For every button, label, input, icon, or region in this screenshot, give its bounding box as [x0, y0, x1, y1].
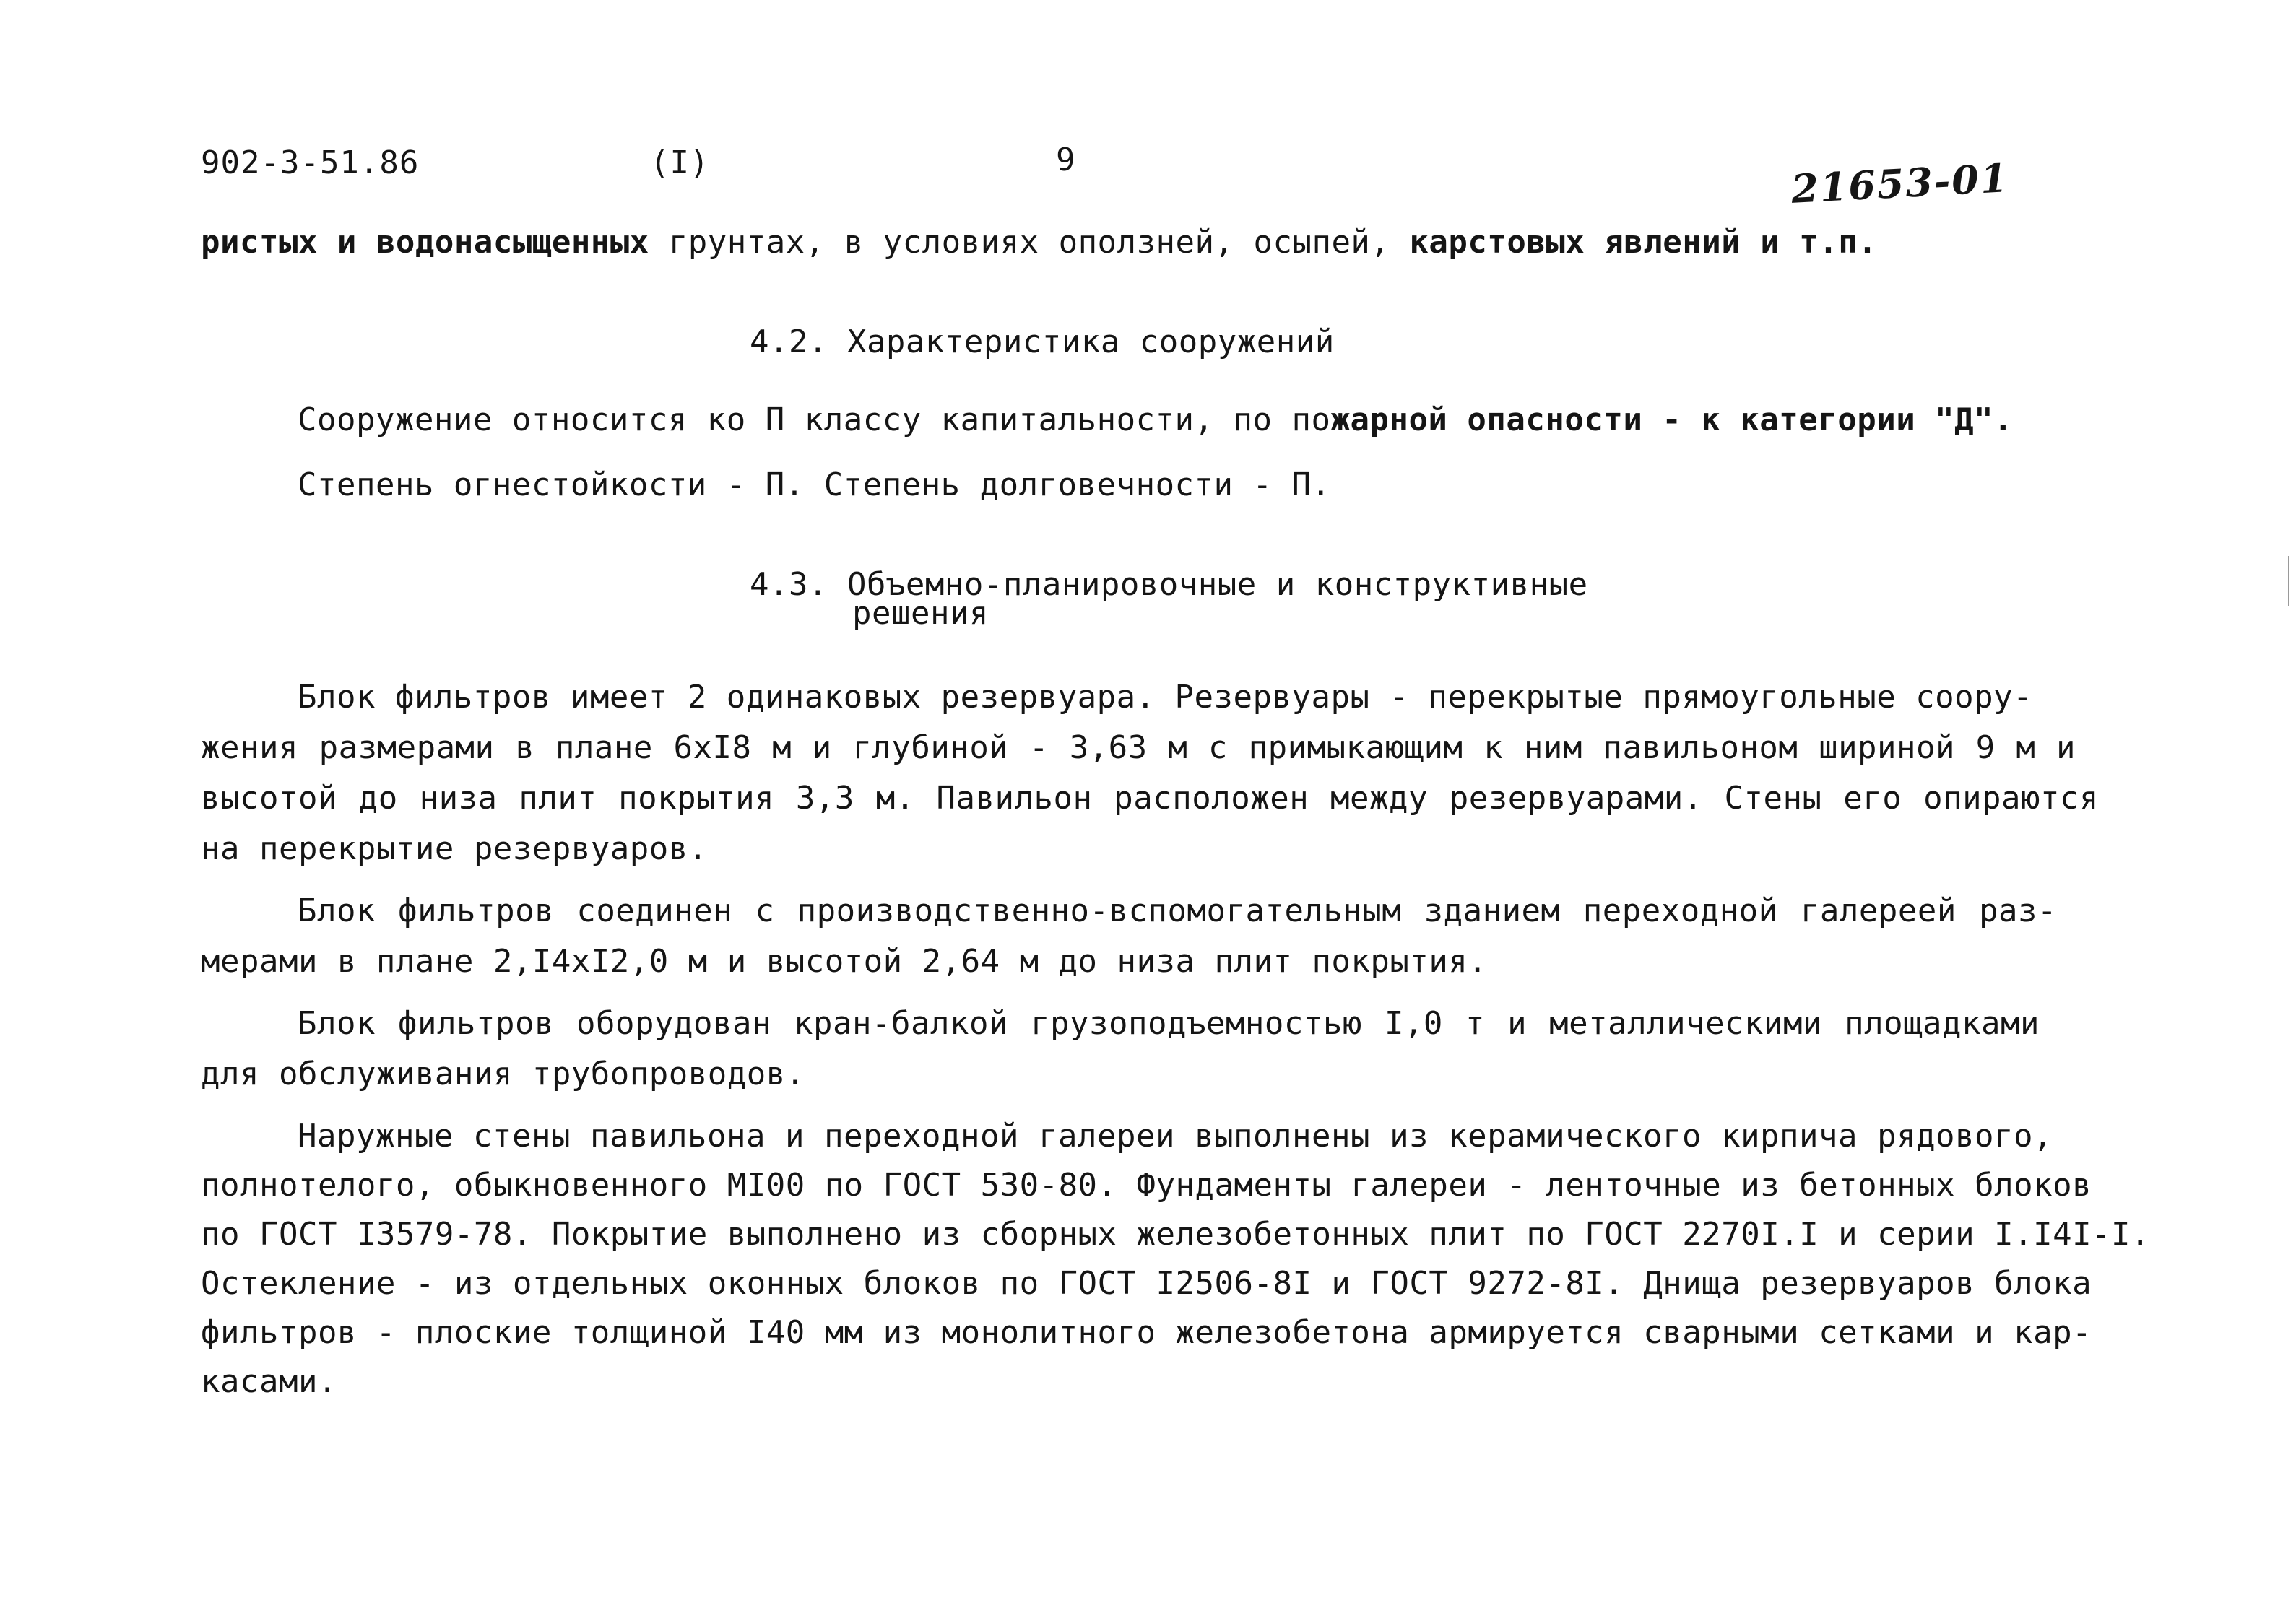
paragraph-4-line-2: полнотелого, обыкновенного МI00 по ГОСТ 530-80. Фундаменты галереи - ленточные из бетонных блоков	[201, 1167, 2092, 1204]
section-heading-4-3-line2: решения	[852, 595, 989, 632]
page-number: 9	[1056, 142, 1076, 178]
paragraph-4-line-4: Остекление - из отдельных оконных блоков по ГОСТ I2506-8I и ГОСТ 9272-8I. Днища резервуаров блока	[201, 1265, 2092, 1302]
paragraph-3-line-2: для обслуживания трубопроводов.	[201, 1056, 805, 1092]
paragraph-1-line-1: Блок фильтров имеет 2 одинаковых резервуара. Резервуары - перекрытые прямоугольные соору-	[298, 679, 2033, 716]
paragraph-4-line-6: касами.	[201, 1363, 337, 1400]
paragraph-4-line-1: Наружные стены павильона и переходной галереи выполнены из керамического кирпича рядового,	[298, 1118, 2053, 1155]
paragraph-2-line-1: Блок фильтров соединен с производственно-вспомогательным зданием переходной галереей раз-	[298, 892, 2057, 929]
intro-line	[201, 224, 1877, 261]
paragraph-2-line-2: мерами в плане 2,I4хI2,0 м и высотой 2,64 м до низа плит покрытия.	[201, 943, 1488, 980]
intro-normal: грунтах, в условиях оползней, осыпей,	[649, 224, 1390, 261]
intro-bold-a: ристых и водонасыщенных	[201, 224, 649, 261]
document-code: 902-3-51.86	[201, 144, 420, 181]
section-heading-4-2: 4.2. Характеристика сооружений	[750, 323, 1335, 360]
document-part: (I)	[650, 144, 710, 181]
section-4-2-p1-bold: жарной опасности - к категории "Д".	[1330, 401, 2014, 438]
section-4-2-p1-normal: Сооружение относится ко П классу капитальности, по по	[298, 401, 1331, 438]
inventory-number: 21653-01	[1790, 155, 2010, 212]
section-heading-4-3-line1: 4.3. Объемно-планировочные и конструктивные	[750, 566, 1588, 603]
paragraph-1-line-3: высотой до низа плит покрытия 3,3 м. Павильон расположен между резервуарами. Стены его опираются	[201, 780, 2099, 817]
intro-bold-b: карстовых явлений и т.п.	[1390, 224, 1878, 261]
paragraph-4-line-3: по ГОСТ I3579-78. Покрытие выполнено из сборных железобетонных плит по ГОСТ 2270I.I и серии I.I4I-I.	[201, 1216, 2151, 1253]
margin-scan-mark	[2288, 556, 2289, 606]
paragraph-1-line-4: на перекрытие резервуаров.	[201, 830, 708, 867]
section-4-2-paragraph-2: Степень огнестойкости - П. Степень долговечности - П.	[298, 466, 1331, 503]
paragraph-1-line-2: жения размерами в плане 6хI8 м и глубиной - 3,63 м с примыкающим к ним павильоном шириной 9 м и	[201, 729, 2076, 766]
paragraph-4-line-5: фильтров - плоские толщиной I40 мм из монолитного железобетона армируется сварными сетками и кар-	[201, 1314, 2092, 1351]
section-4-2-paragraph-1	[298, 401, 2013, 438]
paragraph-3-line-1: Блок фильтров оборудован кран-балкой грузоподъемностью I,0 т и металлическими площадками	[298, 1005, 2040, 1042]
section-heading-4-3	[750, 566, 1588, 632]
